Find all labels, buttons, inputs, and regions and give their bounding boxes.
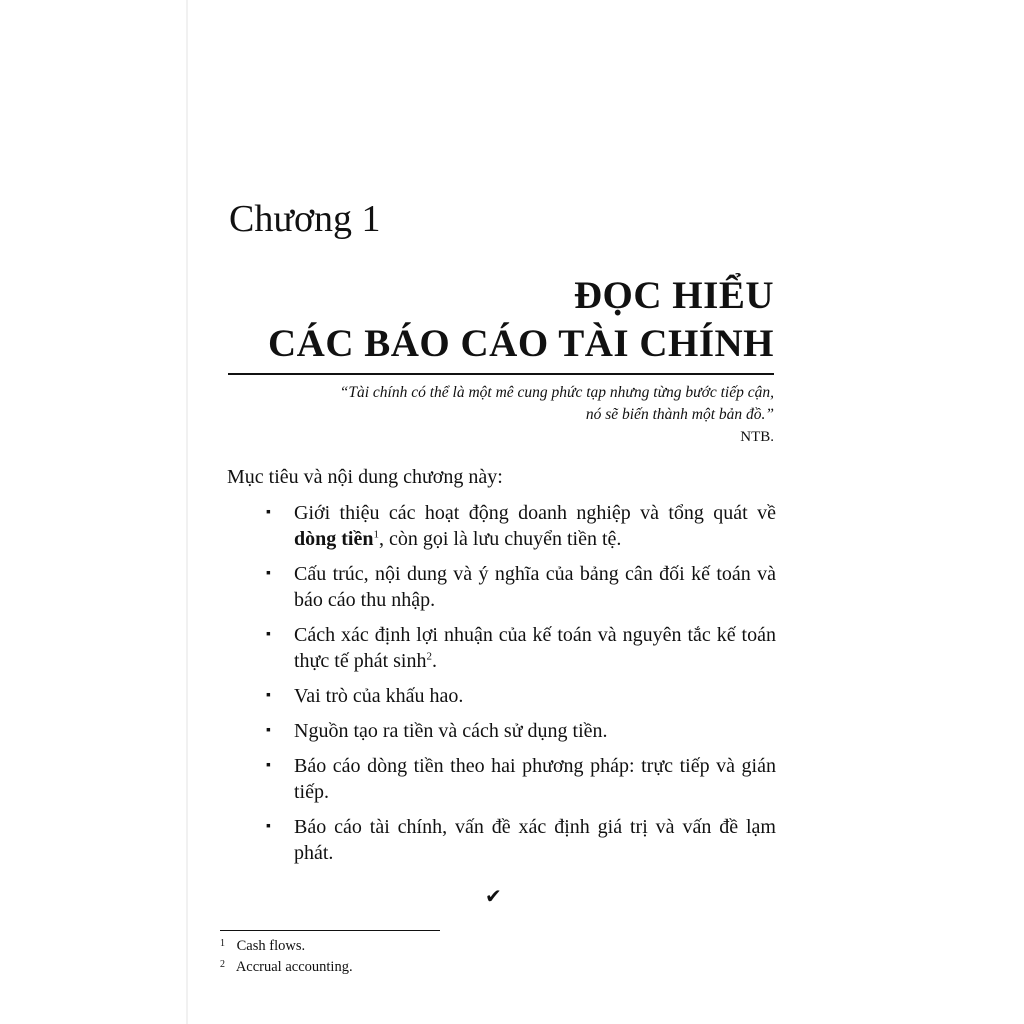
bullet-icon: ▪ (266, 688, 271, 703)
page-edge-shadow (186, 0, 188, 1024)
footnote-divider (220, 930, 440, 931)
footnote-text: Cash flows. (236, 938, 306, 954)
bullet-icon: ▪ (266, 627, 271, 642)
footnote (220, 936, 353, 957)
epigraph-line-1: “Tài chính có thể là một mê cung phức tạp nhưng từng bước tiếp cận, (339, 384, 774, 401)
term-bold: dòng tiền (294, 528, 374, 550)
chapter-title-line-1: ĐỌC HIỂU (573, 274, 774, 317)
bullet-icon: ▪ (266, 758, 271, 773)
list-item: ▪ Vai trò của khấu hao. (266, 685, 464, 707)
list-item: ▪ Báo cáo tài chính, vấn đề xác định giá trị và vấn đề lạm phát. (266, 816, 776, 864)
checkmark-icon: ✔ (485, 886, 502, 908)
bullet-icon: ▪ (266, 723, 271, 738)
epigraph-line-2: nó sẽ biến thành một bản đồ.” (585, 406, 774, 423)
list-item: ▪ Báo cáo dòng tiền theo hai phương pháp: trực tiếp và gián tiếp. (266, 755, 776, 803)
objectives-list (266, 500, 776, 875)
chapter-title-line-2: CÁC BÁO CÁO TÀI CHÍNH (268, 322, 774, 365)
list-item: ▪ Giới thiệu các hoạt động doanh nghiệp và tổng quát về dòng tiền$^1$, còn gọi là lưu chuyển tiền tệ. (266, 502, 776, 550)
list-item: ▪ Nguồn tạo ra tiền và cách sử dụng tiền. (266, 720, 608, 742)
epigraph (254, 382, 774, 448)
bullet-icon: ▪ (266, 505, 271, 520)
footnote-text: Accrual accounting. (235, 959, 353, 975)
footnote-number: 2 (220, 959, 225, 970)
objectives-intro: Mục tiêu và nội dung chương này: (227, 466, 503, 488)
epigraph-author: NTB. (740, 429, 774, 445)
footnote (220, 957, 353, 978)
bullet-icon: ▪ (266, 819, 271, 834)
list-item: ▪ Cách xác định lợi nhuận của kế toán và nguyên tắc kế toán thực tế phát $\sinh^2$. (266, 624, 776, 672)
title-divider (228, 373, 774, 375)
footnote-ref: 1 (373, 528, 379, 541)
bullet-icon: ▪ (266, 566, 271, 581)
chapter-title (268, 272, 774, 368)
chapter-label: Chương 1 (229, 198, 381, 240)
list-item: ▪ Cấu trúc, nội dung và ý nghĩa của bảng cân đối kế toán và báo cáo thu nhập. (266, 563, 776, 611)
footnotes (220, 936, 353, 978)
footnote-ref: 2 (426, 650, 432, 663)
footnote-number: 1 (220, 938, 225, 949)
